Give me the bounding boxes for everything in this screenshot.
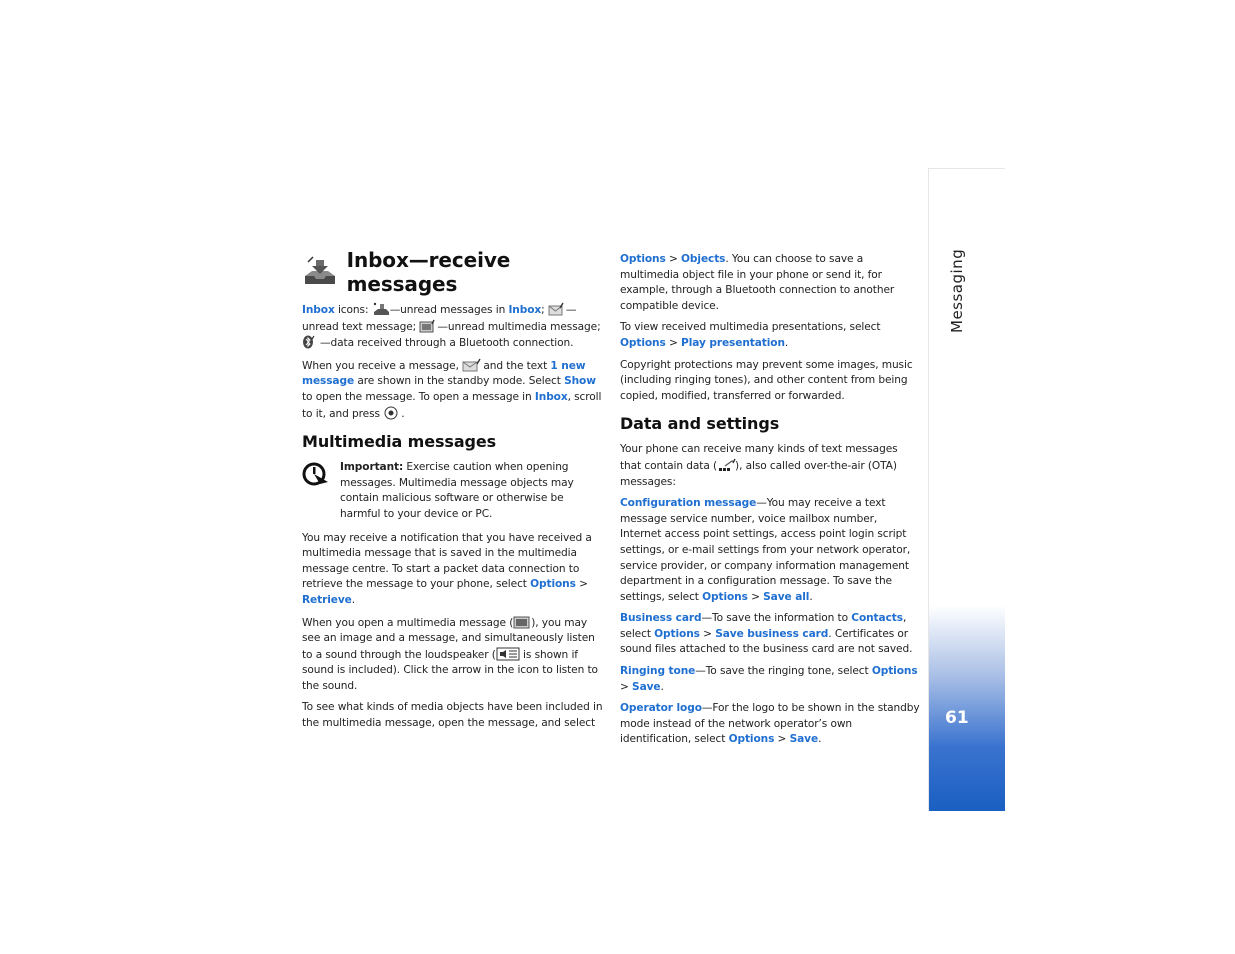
- text: .: [818, 733, 822, 746]
- right-column: [620, 252, 920, 754]
- text: .: [401, 407, 405, 420]
- ota-data-icon: [717, 458, 735, 472]
- text: is shown if sound is included). Click the arrow in the icon to listen to the sound.: [302, 648, 598, 692]
- show-link[interactable]: Show: [564, 375, 596, 388]
- text: To view received multimedia presentations, select: [620, 321, 881, 334]
- important-label: Important:: [340, 461, 404, 474]
- open-multimedia-paragraph: [302, 615, 604, 695]
- save-link[interactable]: Save: [632, 680, 661, 693]
- important-note-icon: [302, 460, 332, 522]
- save-all-link[interactable]: Save all: [763, 590, 810, 603]
- text: —To save the information to: [701, 612, 852, 625]
- text: —To save the ringing tone, select: [695, 665, 872, 678]
- objects-link[interactable]: Objects: [681, 253, 726, 265]
- separator: >: [620, 680, 633, 693]
- text: —unread text message;: [302, 304, 577, 333]
- separator: >: [665, 253, 682, 265]
- text: .: [351, 593, 356, 606]
- text: .: [809, 590, 813, 603]
- important-text: Exercise caution when opening messages. Multimedia message objects may contain malicious software or otherwise be harmful to your device or PC.: [340, 461, 574, 520]
- text: to open the message. To open a message in: [302, 390, 535, 403]
- inbox-link[interactable]: Inbox: [534, 390, 568, 403]
- bluetooth-data-icon: [302, 335, 320, 349]
- multimedia-heading: Multimedia messages: [302, 432, 497, 452]
- separator: >: [699, 627, 716, 640]
- text: .: [784, 336, 789, 349]
- options-link[interactable]: Options: [702, 590, 748, 603]
- text: You may receive a notification that you have received a multimedia message that is saved in the multimedia message centre. To start a packet data connection to retrieve the message to your phone, select: [302, 531, 592, 591]
- text: When you receive a message,: [302, 359, 463, 372]
- presentation-paragraph: [620, 320, 920, 351]
- text: —You may receive a text message service number, voice mailbox number, Internet access point settings, access point login script settings, or e-mail settings from your network operator, service provider, or company information management department in a configuration message. To save the settings, select: [620, 497, 911, 603]
- copyright-paragraph: Copyright protections may prevent some images, music (including ringing tones), and other content from being copied, modified, transferred or forwarded.: [620, 358, 913, 402]
- unread-multimedia-icon: [419, 319, 437, 333]
- chapter-label: Messaging: [948, 248, 966, 333]
- text: .: [660, 680, 664, 693]
- ringing-tone-link[interactable]: Ringing tone: [620, 665, 696, 678]
- ringing-tone-paragraph: [620, 664, 920, 695]
- data-settings-heading: Data and settings: [620, 414, 780, 434]
- media-objects-paragraph: To see what kinds of media objects have been included in the multimedia message, open the message, and select: [302, 701, 603, 730]
- separator: >: [774, 733, 790, 746]
- text: Your phone can receive many kinds of text messages that contain data (: [620, 443, 898, 472]
- retrieve-link[interactable]: Retrieve: [302, 593, 352, 606]
- operator-logo-link[interactable]: Operator logo: [620, 702, 702, 715]
- text: ;: [541, 304, 548, 316]
- page-number: 61: [945, 708, 969, 728]
- inbox-link[interactable]: Inbox: [302, 304, 335, 316]
- left-column: [302, 248, 604, 738]
- loudspeaker-sound-icon: [496, 647, 520, 661]
- options-link[interactable]: Options: [728, 733, 775, 746]
- new-message-link[interactable]: 1 new message: [302, 359, 586, 388]
- separator: >: [575, 578, 588, 591]
- text: —data received through a Bluetooth connection.: [320, 337, 574, 350]
- business-card-paragraph: [620, 611, 920, 658]
- text: are shown in the standby mode. Select: [354, 375, 565, 388]
- text: , select: [620, 612, 907, 640]
- unread-message-icon: [372, 302, 390, 316]
- save-business-card-link[interactable]: Save business card: [715, 627, 829, 640]
- separator: >: [665, 336, 682, 349]
- text: . You can choose to save a multimedia object file in your phone or send it, for example, through a Bluetooth connection to another compatible device.: [620, 253, 895, 312]
- unread-text-message-icon: [548, 302, 566, 316]
- text: icons:: [334, 304, 372, 316]
- options-link[interactable]: Options: [620, 253, 666, 265]
- text: and the text: [480, 359, 551, 372]
- configuration-paragraph: [620, 496, 920, 605]
- text: ), you may see an image and a message, and simultaneously listen to a sound through the loudspeaker (: [302, 616, 595, 661]
- text: . Certificates or sound files attached to the business card are not saved.: [620, 627, 913, 656]
- ota-paragraph: [620, 442, 920, 490]
- new-message-envelope-icon: [462, 358, 480, 372]
- important-note-body: [340, 460, 604, 522]
- page-title: Inbox—receive messages: [346, 248, 511, 296]
- operator-logo-paragraph: [620, 701, 920, 748]
- important-note: [302, 460, 604, 522]
- options-link[interactable]: Options: [530, 578, 576, 591]
- objects-paragraph: [620, 252, 920, 314]
- options-link[interactable]: Options: [654, 627, 700, 640]
- receive-message-paragraph: [302, 358, 604, 422]
- save-link[interactable]: Save: [789, 733, 819, 746]
- inbox-tray-icon: [302, 252, 339, 292]
- configuration-message-link[interactable]: Configuration message: [620, 497, 757, 510]
- text: ), also called over-the-air (OTA) messages:: [620, 459, 897, 488]
- text: —For the logo to be shown in the standby mode instead of the network operator’s own identification, select: [620, 702, 920, 746]
- multimedia-message-icon: [513, 615, 531, 629]
- business-card-link[interactable]: Business card: [620, 612, 702, 625]
- play-presentation-link[interactable]: Play presentation: [681, 336, 785, 349]
- options-link[interactable]: Options: [871, 665, 918, 678]
- title-row: [302, 248, 604, 296]
- text: When you open a multimedia message (: [302, 616, 514, 629]
- joystick-press-icon: [383, 406, 401, 420]
- text: , scroll to it, and press: [302, 390, 602, 420]
- inbox-icons-paragraph: [302, 302, 604, 352]
- separator: >: [747, 590, 764, 603]
- text: —unread multimedia message;: [437, 320, 601, 333]
- options-link[interactable]: Options: [620, 336, 666, 349]
- inbox-link[interactable]: Inbox: [508, 304, 542, 316]
- notification-paragraph: [302, 531, 604, 609]
- text: —unread messages in: [389, 304, 509, 316]
- contacts-link[interactable]: Contacts: [851, 612, 903, 625]
